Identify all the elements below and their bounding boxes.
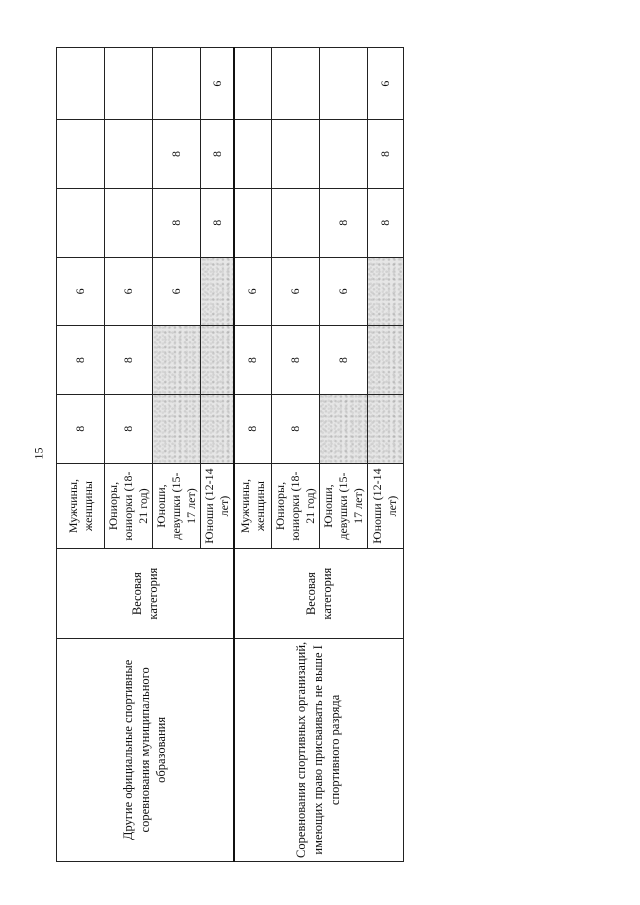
age-group-label: Юноши (12-14 лет) <box>201 463 235 549</box>
rotated-table-container <box>56 47 399 862</box>
value-cell: 8 <box>234 394 271 463</box>
value-cell <box>105 188 153 257</box>
value-cell: 8 <box>153 188 201 257</box>
value-cell: 6 <box>319 257 367 326</box>
value-cell: 8 <box>234 326 271 395</box>
value-cell: 8 <box>367 120 403 189</box>
value-cell <box>234 48 271 120</box>
value-cell <box>319 120 367 189</box>
competition-table <box>56 47 404 862</box>
value-cell <box>57 120 105 189</box>
value-cell <box>271 48 319 120</box>
value-cell <box>234 188 271 257</box>
age-group-label: Юноши, девушки (15-17 лет) <box>319 463 367 549</box>
value-cell <box>319 394 367 463</box>
value-cell: 8 <box>367 188 403 257</box>
value-cell: 8 <box>105 326 153 395</box>
table-row <box>234 48 271 862</box>
value-cell: 8 <box>319 326 367 395</box>
value-cell <box>153 394 201 463</box>
value-cell <box>234 120 271 189</box>
value-cell: 8 <box>271 394 319 463</box>
value-cell: 6 <box>234 257 271 326</box>
value-cell <box>105 48 153 120</box>
section-category: Весовая категория <box>57 549 235 638</box>
value-cell: 8 <box>57 394 105 463</box>
age-group-label: Юниоры, юниорки (18-21 год) <box>271 463 319 549</box>
value-cell: 8 <box>105 394 153 463</box>
age-group-label: Юноши, девушки (15-17 лет) <box>153 463 201 549</box>
section-title: Другие официальные спортивные соревнования муниципального образования <box>57 638 235 861</box>
age-group-label: Мужчины, женщины <box>57 463 105 549</box>
value-cell: 8 <box>57 326 105 395</box>
value-cell: 6 <box>271 257 319 326</box>
value-cell: 8 <box>201 120 235 189</box>
table-row <box>57 48 105 862</box>
value-cell <box>153 326 201 395</box>
value-cell <box>105 120 153 189</box>
value-cell <box>153 48 201 120</box>
value-cell <box>201 394 235 463</box>
value-cell: 8 <box>201 188 235 257</box>
value-cell <box>367 394 403 463</box>
value-cell: 6 <box>367 48 403 120</box>
age-group-label: Мужчины, женщины <box>234 463 271 549</box>
value-cell: 6 <box>153 257 201 326</box>
page-number: 15 <box>31 447 46 460</box>
value-cell <box>57 48 105 120</box>
value-cell <box>271 188 319 257</box>
section-category: Весовая категория <box>234 549 403 638</box>
value-cell <box>201 326 235 395</box>
value-cell <box>271 120 319 189</box>
section-title: Соревнования спортивных организаций, имеющих право присваивать не выше I спортивного разряда <box>234 638 403 861</box>
value-cell <box>57 188 105 257</box>
age-group-label: Юноши (12-14 лет) <box>367 463 403 549</box>
table-body <box>57 48 404 862</box>
value-cell: 8 <box>319 188 367 257</box>
value-cell: 8 <box>153 120 201 189</box>
value-cell: 6 <box>105 257 153 326</box>
value-cell <box>367 326 403 395</box>
value-cell: 6 <box>57 257 105 326</box>
value-cell <box>367 257 403 326</box>
value-cell: 6 <box>201 48 235 120</box>
age-group-label: Юниоры, юниорки (18-21 год) <box>105 463 153 549</box>
value-cell: 8 <box>271 326 319 395</box>
value-cell <box>319 48 367 120</box>
value-cell <box>201 257 235 326</box>
